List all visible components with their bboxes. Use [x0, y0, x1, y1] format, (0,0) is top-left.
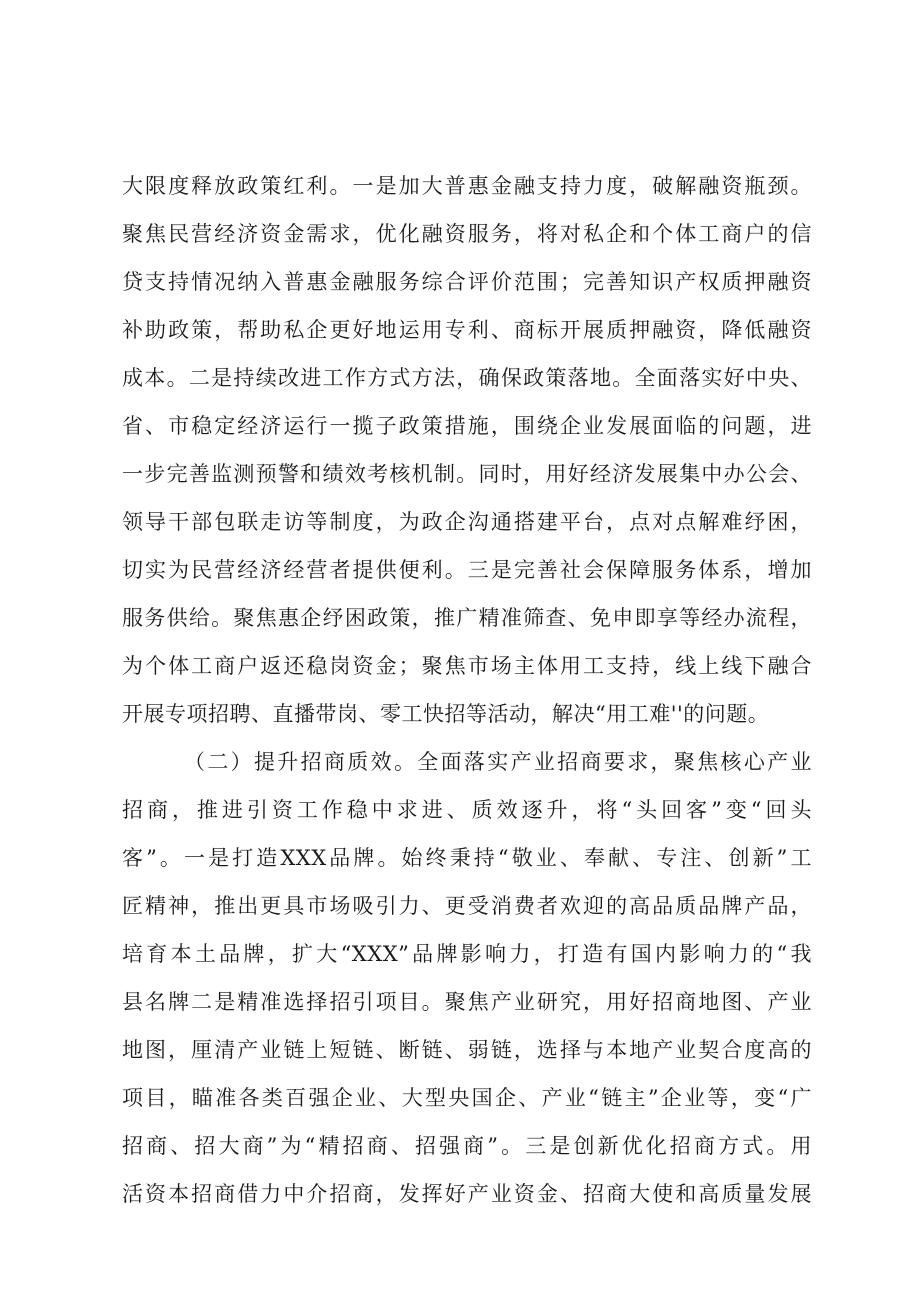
- text-line: 大限度释放政策红利。一是加大普惠金融支持力度，破解融资瓶颈。: [122, 174, 812, 198]
- text-line: 开展专项招聘、直播带岗、零工快招等活动，解决“用工难''的问题。: [122, 702, 770, 726]
- body-text: [122, 162, 812, 1218]
- text-line: 地图，厘清产业链上短链、断链、弱链，选择与本地产业契合度高的: [122, 1038, 812, 1062]
- text-line: 省、市稳定经济运行一揽子政策措施，围绕企业发展面临的问题，进: [122, 414, 812, 438]
- text-line: 客”。一是打造XXX品牌。始终秉持“敬业、奉献、专注、创新”工: [122, 846, 812, 870]
- text-line: 一步完善监测预警和绩效考核机制。同时，用好经济发展集中办公会、: [122, 462, 812, 486]
- section-heading-line: （二）提升招商质效。全面落实产业招商要求，聚焦核心产业: [184, 750, 812, 774]
- text-line: 领导干部包联走访等制度，为政企沟通搭建平台，点对点解难纾困，: [122, 510, 812, 534]
- text-line: 匠精神，推出更具市场吸引力、更受消费者欢迎的高品质品牌产品，: [122, 894, 812, 918]
- text-line: 县名牌二是精准选择招引项目。聚焦产业研究，用好招商地图、产业: [122, 990, 812, 1014]
- text-line: 招商、招大商”为“精招商、招强商”。三是创新优化招商方式。用: [122, 1134, 812, 1158]
- text-line: 补助政策，帮助私企更好地运用专利、商标开展质押融资，降低融资: [122, 318, 812, 342]
- text-line: 招商，推进引资工作稳中求进、质效逐升，将“头回客”变“回头: [122, 798, 812, 822]
- text-line: 培育本土品牌，扩大“XXX”品牌影响力，打造有国内影响力的“我: [122, 942, 812, 966]
- text-line: 聚焦民营经济资金需求，优化融资服务，将对私企和个体工商户的信: [122, 222, 812, 246]
- text-line: 切实为民营经济经营者提供便利。三是完善社会保障服务体系，增加: [122, 558, 812, 582]
- text-line: 贷支持情况纳入普惠金融服务综合评价范围；完善知识产权质押融资: [122, 270, 812, 294]
- text-line: 为个体工商户返还稳岗资金；聚焦市场主体用工支持，线上线下融合: [122, 654, 812, 678]
- text-line: 项目，瞄准各类百强企业、大型央国企、产业“链主”企业等，变“广: [122, 1086, 812, 1110]
- text-line: 活资本招商借力中介招商，发挥好产业资金、招商大使和高质量发展: [122, 1182, 812, 1206]
- text-line: 服务供给。聚焦惠企纾困政策，推广精准筛查、免申即享等经办流程，: [122, 606, 812, 630]
- text-line: 成本。二是持续改进工作方式方法，确保政策落地。全面落实好中央、: [122, 366, 812, 390]
